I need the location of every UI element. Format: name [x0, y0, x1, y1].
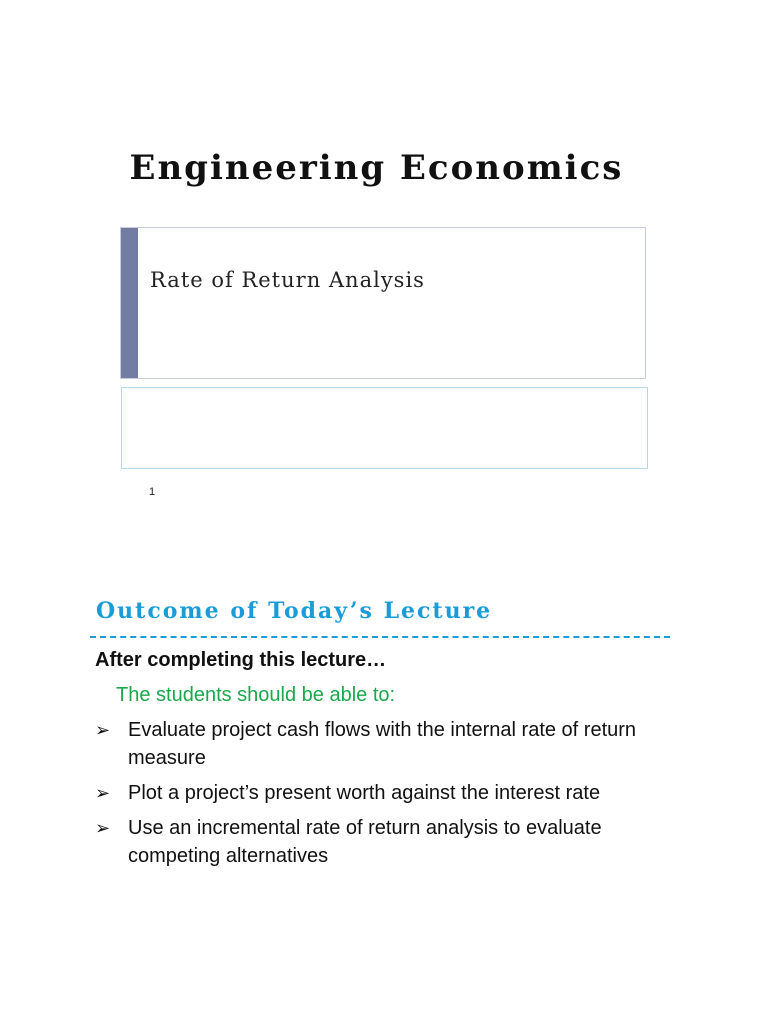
- subtitle-text: Rate of Return Analysis: [150, 268, 425, 292]
- subtitle-accent-bar: [121, 228, 138, 378]
- empty-text-box: [121, 387, 648, 469]
- intro-text: The students should be able to:: [116, 684, 396, 706]
- section-heading: Outcome of Today’s Lecture: [96, 598, 493, 624]
- list-item: [95, 716, 655, 772]
- page-number: 1: [149, 486, 156, 498]
- list-item: [95, 814, 655, 870]
- subtitle-box: [120, 227, 646, 379]
- page-title: Engineering Economics: [129, 148, 624, 188]
- list-item-text: Evaluate project cash flows with the internal rate of return measure: [128, 719, 637, 769]
- arrow-bullet-icon: ➢: [95, 720, 111, 740]
- list-item: [95, 779, 655, 807]
- lead-text: After completing this lecture…: [95, 649, 387, 671]
- outcome-list: [95, 716, 655, 877]
- dashed-divider: [90, 636, 670, 638]
- arrow-bullet-icon: ➢: [95, 783, 111, 803]
- list-item-text: Use an incremental rate of return analysis to evaluate competing alternatives: [128, 817, 602, 867]
- arrow-bullet-icon: ➢: [95, 818, 111, 838]
- list-item-text: Plot a project’s present worth against the interest rate: [128, 782, 601, 804]
